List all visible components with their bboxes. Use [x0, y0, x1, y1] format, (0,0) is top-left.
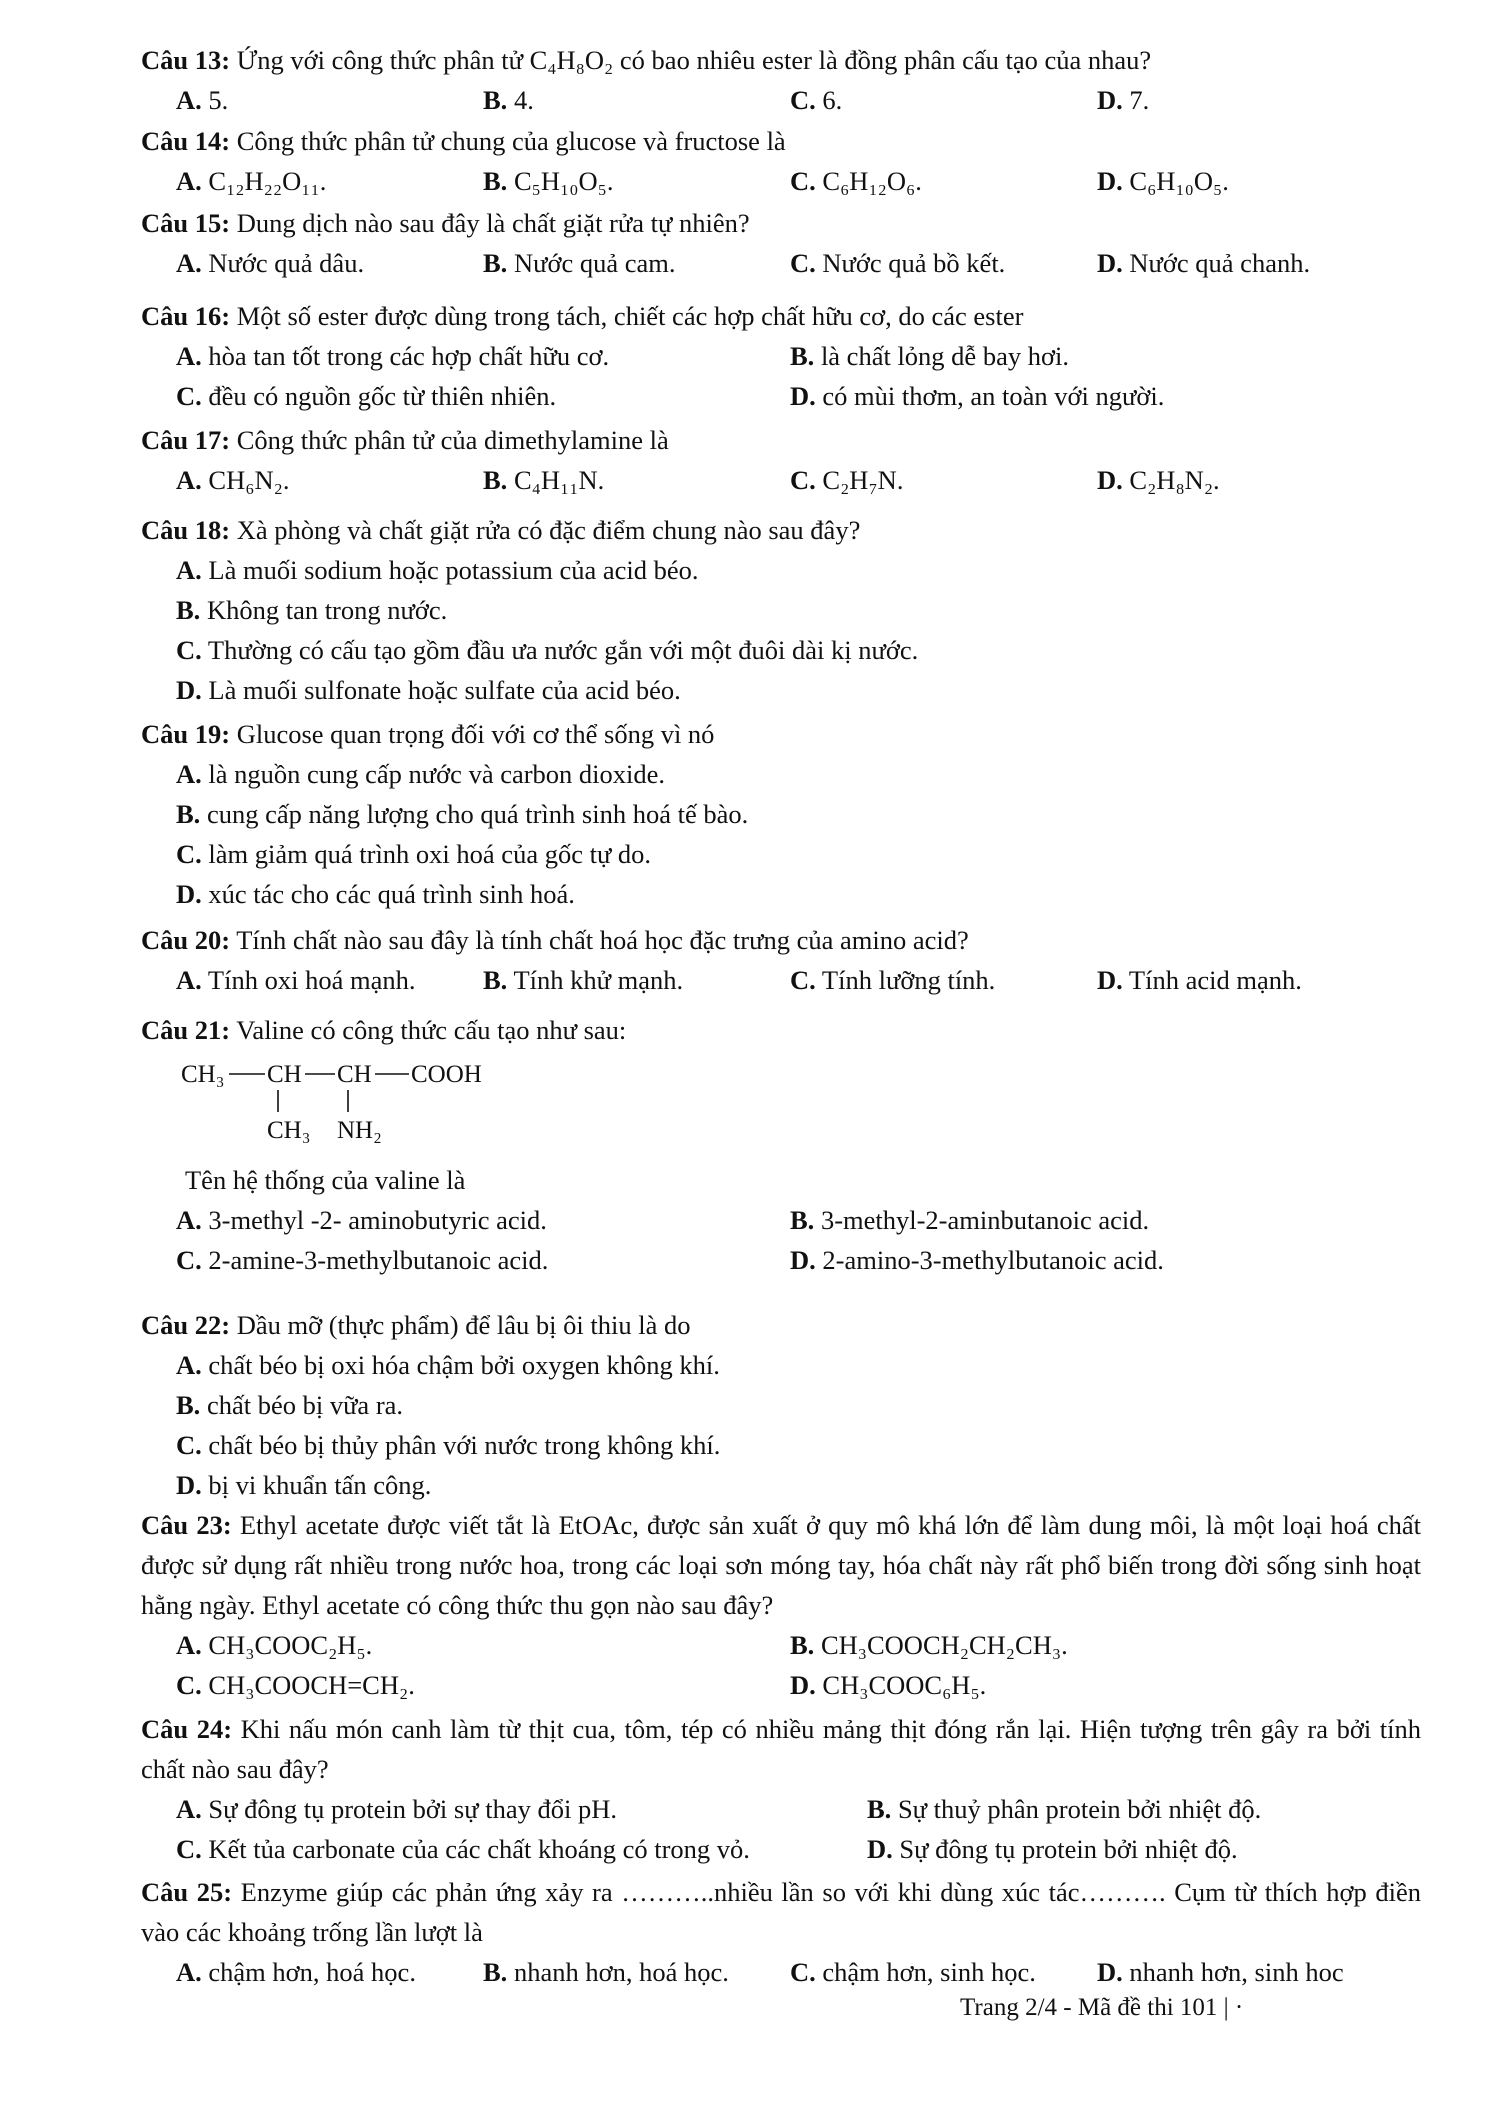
option-d[interactable]: D. C₂H₈N₂. [1097, 465, 1220, 495]
option-b[interactable]: B. chất béo bị vữa ra. [176, 1390, 404, 1420]
option-b[interactable]: B. Không tan trong nước. [176, 595, 448, 625]
option-d[interactable]: D. Là muối sulfonate hoặc sulfate của acid béo. [176, 675, 681, 705]
question-stem [141, 1010, 1421, 1050]
question-text: Tính chất nào sau đây là tính chất hoá học đặc trưng của amino acid? [236, 925, 969, 955]
question-15 [141, 203, 1421, 283]
question-label: Câu 21: [141, 1015, 231, 1045]
question-23 [141, 1505, 1421, 1705]
option-b[interactable]: B. nhanh hơn, hoá học. [483, 1957, 729, 1987]
question-text: Dung dịch nào sau đây là chất giặt rửa tự nhiên? [236, 208, 750, 238]
option-d[interactable]: D. bị vi khuẩn tấn công. [176, 1470, 432, 1500]
option-c[interactable]: C. Nước quả bồ kết. [790, 248, 1006, 278]
question-stem [141, 1505, 1421, 1625]
option-c[interactable]: C. Tính lưỡng tính. [790, 965, 996, 995]
valine-structural-formula [141, 1050, 1421, 1160]
question-14 [141, 121, 1421, 201]
question-text: Dầu mỡ (thực phẩm) để lâu bị ôi thiu là do [236, 1310, 691, 1340]
question-label: Câu 22: [141, 1310, 231, 1340]
formula-ch3: CH₃ [181, 1061, 225, 1088]
option-d[interactable]: D. có mùi thơm, an toàn với người. [790, 381, 1165, 411]
option-b[interactable]: B. Tính khử mạnh. [483, 965, 684, 995]
question-label: Câu 25: [141, 1877, 233, 1907]
option-c[interactable]: C. C₂H₇N. [790, 465, 904, 495]
question-label: Câu 13: [141, 45, 231, 75]
question-25 [141, 1872, 1421, 1992]
structural-formula-svg [181, 1054, 561, 1158]
option-d[interactable]: D. Sự đông tụ protein bởi nhiệt độ. [867, 1834, 1238, 1864]
option-c[interactable]: C. CH₃COOCH=CH₂. [176, 1670, 415, 1700]
option-d[interactable]: D. xúc tác cho các quá trình sinh hoá. [176, 879, 575, 909]
question-text: Ứng với công thức phân tử C₄H₈O₂ có bao nhiêu ester là đồng phân cấu tạo của nhau? [236, 45, 1152, 75]
question-16 [141, 296, 1421, 416]
question-stem [141, 1872, 1421, 1952]
option-c[interactable]: C. Kết tủa carbonate của các chất khoáng có trong vỏ. [176, 1834, 750, 1864]
option-a[interactable]: A. CH₃COOC₂H₅. [176, 1630, 373, 1660]
question-text: Glucose quan trọng đối với cơ thể sống vì nó [236, 719, 715, 749]
option-d[interactable]: D. nhanh hơn, sinh hoc [1097, 1957, 1344, 1987]
page-footer: Trang 2/4 - Mã đề thi 101 | · [960, 1994, 1244, 2021]
question-stem [141, 420, 1421, 460]
question-text: Enzyme giúp các phản ứng xảy ra ………..nhiều lần so với khi dùng xúc tác………. Cụm từ thích hợp điền vào các khoảng trống lần lượt là [141, 1877, 1421, 1947]
question-18 [141, 510, 1421, 710]
option-c[interactable]: C. chậm hơn, sinh học. [790, 1957, 1036, 1987]
question-19 [141, 714, 1421, 914]
option-c[interactable]: C. Thường có cấu tạo gồm đầu ưa nước gắn với một đuôi dài kị nước. [176, 635, 919, 665]
option-d[interactable]: D. CH₃COOC₆H₅. [790, 1670, 987, 1700]
question-text: Ethyl acetate được viết tắt là EtOAc, được sản xuất ở quy mô khá lớn để làm dung môi, là một loại hoá chất được sử dụng rất nhiều trong nước hoa, trong các loại sơn móng tay, hóa chất này rất phổ biến trong đời sống sinh hoạt hằng ngày. Ethyl acetate có công thức thu gọn nào sau đây? [141, 1510, 1422, 1620]
question-subtext: Tên hệ thống của valine là [185, 1165, 466, 1195]
question-stem [141, 296, 1421, 336]
option-a[interactable]: A. Là muối sodium hoặc potassium của acid béo. [176, 555, 699, 585]
option-a[interactable]: A. hòa tan tốt trong các hợp chất hữu cơ. [176, 341, 610, 371]
formula-nh2-branch: NH₂ [337, 1117, 382, 1144]
option-b[interactable]: B. là chất lỏng dễ bay hơi. [790, 341, 1069, 371]
question-label: Câu 20: [141, 925, 231, 955]
option-c[interactable]: C. 6. [790, 85, 843, 115]
question-stem [141, 1709, 1421, 1789]
question-text: Công thức phân tử chung của glucose và fructose là [236, 126, 786, 156]
question-label: Câu 16: [141, 301, 231, 331]
option-a[interactable]: A. 5. [176, 85, 229, 115]
option-b[interactable]: B. CH₃COOCH₂CH₂CH₃. [790, 1630, 1068, 1660]
option-c[interactable]: C. chất béo bị thủy phân với nước trong không khí. [176, 1430, 721, 1460]
question-13 [141, 40, 1421, 120]
question-label: Câu 14: [141, 126, 231, 156]
question-stem [141, 1305, 1421, 1345]
option-a[interactable]: A. chất béo bị oxi hóa chậm bởi oxygen không khí. [176, 1350, 720, 1380]
option-b[interactable]: B. cung cấp năng lượng cho quá trình sinh hoá tế bào. [176, 799, 749, 829]
option-a[interactable]: A. chậm hơn, hoá học. [176, 1957, 416, 1987]
formula-cooh: COOH [411, 1061, 482, 1088]
option-d[interactable]: D. 7. [1097, 85, 1150, 115]
option-d[interactable]: D. Nước quả chanh. [1097, 248, 1311, 278]
option-d[interactable]: D. 2-amino-3-methylbutanoic acid. [790, 1245, 1164, 1275]
question-label: Câu 19: [141, 719, 231, 749]
question-label: Câu 18: [141, 515, 231, 545]
option-b[interactable]: B. 3-methyl-2-aminbutanoic acid. [790, 1205, 1150, 1235]
question-text: Công thức phân tử của dimethylamine là [236, 425, 669, 455]
option-b[interactable]: B. C₄H₁₁N. [483, 465, 605, 495]
question-text: Khi nấu món canh làm từ thịt cua, tôm, tép có nhiều mảng thịt đóng rắn lại. Hiện tượng trên gây ra bởi tính chất nào sau đây? [141, 1714, 1422, 1784]
option-a[interactable]: A. Sự đông tụ protein bởi sự thay đổi pH. [176, 1794, 617, 1824]
option-d[interactable]: D. Tính acid mạnh. [1097, 965, 1302, 995]
option-a[interactable]: A. CH₆N₂. [176, 465, 290, 495]
question-24 [141, 1709, 1421, 1869]
question-label: Câu 15: [141, 208, 231, 238]
question-label: Câu 17: [141, 425, 231, 455]
question-21 [141, 1010, 1421, 1280]
option-a[interactable]: A. 3-methyl -2- aminobutyric acid. [176, 1205, 547, 1235]
question-label: Câu 23: [141, 1510, 232, 1540]
question-stem [141, 40, 1421, 80]
question-stem [141, 121, 1421, 161]
option-a[interactable]: A. Tính oxi hoá mạnh. [176, 965, 416, 995]
option-a[interactable]: A. C₁₂H₂₂O₁₁. [176, 166, 327, 196]
option-c[interactable]: C. làm giảm quá trình oxi hoá của gốc tự do. [176, 839, 652, 869]
option-b[interactable]: B. Sự thuỷ phân protein bởi nhiệt độ. [867, 1794, 1262, 1824]
question-stem [141, 510, 1421, 550]
option-c[interactable]: C. đều có nguồn gốc từ thiên nhiên. [176, 381, 557, 411]
option-d[interactable]: D. C₆H₁₀O₅. [1097, 166, 1229, 196]
question-text: Một số ester được dùng trong tách, chiết các hợp chất hữu cơ, do các ester [236, 301, 1024, 331]
question-20 [141, 920, 1421, 1000]
question-stem [141, 714, 1421, 754]
formula-ch-2: CH [337, 1061, 372, 1088]
option-c[interactable]: C. 2-amine-3-methylbutanoic acid. [176, 1245, 549, 1275]
option-c[interactable]: C. C₆H₁₂O₆. [790, 166, 922, 196]
question-stem [141, 920, 1421, 960]
question-stem [141, 203, 1421, 243]
option-b[interactable]: B. Nước quả cam. [483, 248, 676, 278]
option-a[interactable]: A. Nước quả dâu. [176, 248, 365, 278]
question-text: Valine có công thức cấu tạo như sau: [236, 1015, 627, 1045]
option-b[interactable]: B. 4. [483, 85, 534, 115]
question-text: Xà phòng và chất giặt rửa có đặc điểm chung nào sau đây? [236, 515, 861, 545]
option-b[interactable]: B. C₅H₁₀O₅. [483, 166, 614, 196]
question-label: Câu 24: [141, 1714, 233, 1744]
formula-ch-1: CH [267, 1061, 302, 1088]
option-a[interactable]: A. là nguồn cung cấp nước và carbon dioxide. [176, 759, 666, 789]
formula-ch3-branch: CH₃ [267, 1117, 311, 1144]
question-22 [141, 1305, 1421, 1505]
question-17 [141, 420, 1421, 500]
